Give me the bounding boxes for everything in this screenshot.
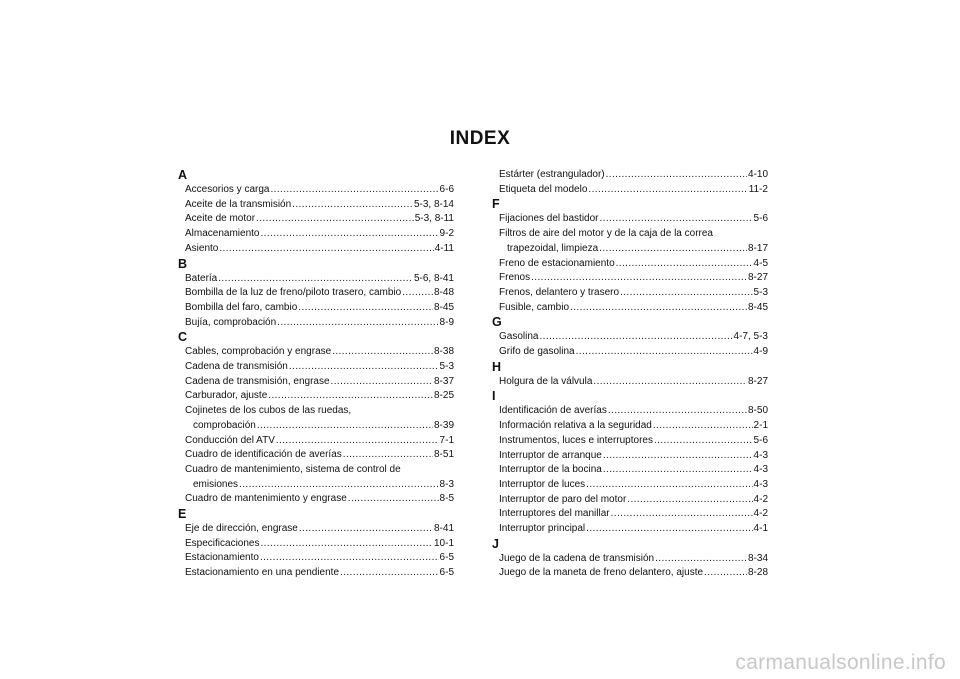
- entry-row: [185, 183, 454, 198]
- index-entry: [178, 463, 454, 492]
- entry-label: Frenos: [499, 272, 531, 284]
- entry-label: Almacenamiento: [185, 228, 260, 240]
- leader-dots: [268, 389, 433, 404]
- index-entry: [178, 389, 454, 404]
- index-entry: [178, 551, 454, 566]
- index-entry: [178, 360, 454, 375]
- leader-dots: [599, 242, 747, 257]
- entry-row: [185, 360, 454, 375]
- index-entry: [178, 183, 454, 198]
- index-entry: [178, 301, 454, 316]
- entry-page: 4-3: [753, 449, 768, 461]
- index-entry: [492, 330, 768, 345]
- entry-label: Identificación de averías: [499, 405, 607, 417]
- index-entry: [492, 212, 768, 227]
- entry-label: Cadena de transmisión, engrase: [185, 375, 330, 387]
- index-entry: [178, 286, 454, 301]
- entry-label: Interruptor de la bocina: [499, 464, 602, 476]
- section-letter: E: [178, 507, 187, 522]
- entry-label-continued: comprobación: [193, 419, 256, 431]
- leader-dots: [576, 345, 753, 360]
- entry-page: 8-51: [433, 449, 454, 461]
- entry-row: [499, 375, 768, 390]
- entry-page: 6-5: [439, 552, 454, 564]
- entry-row: [185, 286, 454, 301]
- index-entry: [178, 566, 454, 581]
- entry-row: [499, 463, 768, 478]
- entry-page: 8-17: [747, 242, 768, 254]
- entry-label: Bombilla del faro, cambio: [185, 301, 298, 313]
- entry-label-continued: emisiones: [193, 478, 239, 490]
- leader-dots: [653, 419, 753, 434]
- entry-label: Fijaciones del bastidor: [499, 213, 599, 225]
- entry-page: 2-1: [753, 420, 768, 432]
- index-entry: [492, 566, 768, 581]
- entry-page: 8-37: [433, 375, 454, 387]
- entry-page: 6-5: [439, 567, 454, 579]
- entry-row: [185, 566, 454, 581]
- index-entry: [178, 198, 454, 213]
- entry-row: [185, 478, 454, 493]
- leader-dots: [292, 198, 413, 213]
- index-entry: [178, 404, 454, 433]
- leader-dots: [608, 404, 747, 419]
- leader-dots: [260, 537, 433, 552]
- index-entry: [178, 316, 454, 331]
- entry-page: 4-2: [753, 508, 768, 520]
- entry-page: 8-48: [433, 287, 454, 299]
- section-letter: H: [492, 359, 502, 374]
- index-entry: [492, 493, 768, 508]
- index-entry: [178, 492, 454, 507]
- section-letter: G: [492, 315, 502, 330]
- entry-page: 5-3: [439, 361, 454, 373]
- leader-dots: [402, 286, 433, 301]
- entry-row: [185, 537, 454, 552]
- section-letter: I: [492, 389, 496, 404]
- leader-dots: [586, 478, 752, 493]
- leader-dots: [600, 212, 753, 227]
- entry-row: [499, 419, 768, 434]
- leader-dots: [620, 286, 752, 301]
- leader-dots: [627, 493, 752, 508]
- index-entry: [178, 537, 454, 552]
- index-entry: [178, 212, 454, 227]
- entry-row: [499, 286, 768, 301]
- entry-page: 8-41: [433, 523, 454, 535]
- entry-label: Accesorios y carga: [185, 184, 270, 195]
- entry-label: Etiqueta del modelo: [499, 183, 588, 195]
- entry-row: [499, 507, 768, 522]
- entry-page: 4-9: [753, 346, 768, 358]
- entry-page: 4-3: [753, 464, 768, 476]
- entry-row: [499, 552, 768, 567]
- entry-label-continued: trapezoidal, limpieza: [507, 242, 599, 254]
- entry-row: [185, 198, 454, 213]
- leader-dots: [257, 419, 433, 434]
- entry-row: [185, 316, 454, 331]
- entry-page: 5-6, 8-41: [413, 272, 454, 284]
- index-entry: [178, 434, 454, 449]
- entry-row: [499, 493, 768, 508]
- entry-row: [499, 404, 768, 419]
- entry-page: 4-5: [753, 257, 768, 269]
- entry-page: 5-6: [753, 213, 768, 225]
- index-entry: [492, 271, 768, 286]
- leader-dots: [603, 449, 753, 464]
- entry-row: [185, 301, 454, 316]
- leader-dots: [332, 345, 433, 360]
- entry-page: 4-1: [753, 523, 768, 535]
- index-column-right: [492, 168, 768, 581]
- entry-row: [499, 271, 768, 286]
- entry-row: [499, 168, 768, 183]
- entry-row: [499, 345, 768, 360]
- entry-row: [185, 389, 454, 404]
- entry-page: 9-2: [439, 228, 454, 240]
- index-entry: [178, 227, 454, 242]
- entry-label: Estacionamiento: [185, 552, 259, 564]
- entry-label: Cuadro de mantenimiento, sistema de control de: [185, 463, 401, 475]
- entry-page: 5-3, 8-14: [413, 198, 454, 210]
- entry-label: Cadena de transmisión: [185, 361, 288, 373]
- entry-page: 7-1: [439, 434, 454, 446]
- entry-label: Conducción del ATV: [185, 434, 275, 446]
- leader-dots: [611, 507, 753, 522]
- entry-label: Cuadro de mantenimiento y engrase: [185, 493, 347, 505]
- page-title: INDEX: [449, 128, 511, 149]
- entry-label: Gasolina: [499, 331, 539, 343]
- index-entry: [492, 345, 768, 360]
- leader-dots: [239, 478, 439, 493]
- section-letter: B: [178, 256, 188, 271]
- index-entry: [492, 301, 768, 316]
- index-entry: [492, 434, 768, 449]
- leader-dots: [655, 552, 747, 567]
- entry-label: Especificaciones: [185, 537, 260, 549]
- entry-row: [499, 449, 768, 464]
- entry-label: Cojinetes de los cubos de las ruedas,: [185, 405, 352, 417]
- entry-row: [185, 212, 454, 227]
- watermark: carmanualsonline.info: [735, 651, 946, 674]
- entry-page: 4-7, 5-3: [733, 331, 768, 343]
- entry-row: [185, 522, 454, 537]
- index-entry: [178, 448, 454, 463]
- entry-label: Bujía, comprobación: [185, 316, 277, 328]
- entry-page: 8-25: [433, 390, 454, 402]
- leader-dots: [299, 522, 433, 537]
- entry-label: Bombilla de la luz de freno/piloto trasero, cambio: [185, 287, 402, 299]
- entry-row: [185, 375, 454, 390]
- entry-row: [499, 212, 768, 227]
- entry-label: Frenos, delantero y trasero: [499, 286, 620, 298]
- leader-dots: [606, 168, 747, 183]
- leader-dots: [270, 183, 438, 198]
- entry-row: [185, 419, 454, 434]
- entry-page: 4-2: [753, 493, 768, 505]
- entry-page: 4-11: [434, 242, 454, 254]
- leader-dots: [704, 566, 747, 581]
- leader-dots: [654, 434, 753, 449]
- entry-page: 8-45: [747, 301, 768, 313]
- index-entry: [492, 552, 768, 567]
- index-entry: [178, 242, 454, 257]
- entry-row: [499, 242, 768, 257]
- entry-page: 11-2: [748, 183, 768, 195]
- leader-dots: [531, 271, 747, 286]
- entry-label: Información relativa a la seguridad: [499, 420, 652, 432]
- leader-dots: [256, 212, 414, 227]
- entry-row: [499, 434, 768, 449]
- index-entry: [492, 507, 768, 522]
- leader-dots: [343, 448, 433, 463]
- entry-row: [499, 330, 768, 345]
- index-entry: [492, 478, 768, 493]
- index-entry: [492, 227, 768, 256]
- leader-dots: [588, 183, 747, 198]
- leader-dots: [218, 272, 413, 287]
- entry-label: Asiento: [185, 242, 219, 254]
- index-entry: [492, 168, 768, 183]
- index-entry: [492, 404, 768, 419]
- entry-row: [499, 566, 768, 581]
- entry-row: [499, 257, 768, 272]
- entry-row: [499, 183, 768, 198]
- index-entry: [492, 286, 768, 301]
- entry-page: 8-28: [747, 567, 768, 579]
- leader-dots: [586, 522, 752, 537]
- leader-dots: [570, 301, 747, 316]
- entry-label: Juego de la cadena de transmisión: [499, 552, 655, 564]
- entry-page: 8-3: [439, 478, 454, 490]
- entry-label: Fusible, cambio: [499, 301, 570, 313]
- index-entry: [178, 345, 454, 360]
- leader-dots: [260, 227, 438, 242]
- entry-label: Freno de estacionamiento: [499, 257, 615, 269]
- index-entry: [492, 463, 768, 478]
- leader-dots: [539, 330, 732, 345]
- entry-row: [185, 272, 454, 287]
- entry-label: Cuadro de identificación de averías: [185, 449, 342, 461]
- entry-page: 5-3: [753, 286, 768, 298]
- index-entry: [492, 419, 768, 434]
- entry-label: Estárter (estrangulador): [499, 169, 605, 180]
- entry-row: [499, 478, 768, 493]
- leader-dots: [219, 242, 433, 257]
- entry-page: 5-3, 8-11: [414, 213, 454, 225]
- entry-label: Aceite de motor: [185, 213, 256, 225]
- index-entry: [492, 257, 768, 272]
- entry-page: 10-1: [433, 537, 454, 549]
- entry-row: [185, 345, 454, 360]
- leader-dots: [331, 375, 433, 390]
- entry-page: 8-27: [747, 375, 768, 387]
- entry-label: Grifo de gasolina: [499, 346, 575, 358]
- entry-page: 8-5: [439, 493, 454, 505]
- entry-label: Interruptores del manillar: [499, 508, 610, 520]
- index-entry: [492, 183, 768, 198]
- index-entry: [178, 272, 454, 287]
- entry-label: Interruptor de luces: [499, 478, 586, 490]
- leader-dots: [277, 316, 438, 331]
- entry-label: Interruptor de arranque: [499, 449, 602, 461]
- entry-label: Interruptor de paro del motor: [499, 493, 627, 505]
- section-letter: C: [178, 330, 188, 345]
- entry-label: Interruptor principal: [499, 523, 586, 535]
- leader-dots: [593, 375, 747, 390]
- entry-page: 6-6: [439, 184, 454, 195]
- entry-row: [185, 434, 454, 449]
- entry-label: Carburador, ajuste: [185, 390, 268, 402]
- leader-dots: [289, 360, 439, 375]
- leader-dots: [616, 257, 753, 272]
- leader-dots: [276, 434, 439, 449]
- entry-row: [499, 301, 768, 316]
- entry-page: 8-45: [433, 301, 454, 313]
- entry-label: Filtros de aire del motor y de la caja de la correa: [499, 228, 713, 240]
- entry-page: 8-27: [747, 272, 768, 284]
- section-letter: F: [492, 197, 500, 212]
- index-column-left: [178, 168, 454, 581]
- entry-page: 8-50: [747, 405, 768, 417]
- entry-page: 8-39: [433, 419, 454, 431]
- section-letter: A: [178, 168, 188, 182]
- entry-row: [185, 242, 454, 257]
- entry-page: 8-38: [433, 346, 454, 358]
- entry-label: Estacionamiento en una pendiente: [185, 567, 340, 579]
- index-entry: [492, 449, 768, 464]
- entry-label: Eje de dirección, engrase: [185, 523, 298, 535]
- entry-row: [185, 448, 454, 463]
- entry-row: [499, 522, 768, 537]
- index-entry: [492, 375, 768, 390]
- entry-page: 5-6: [753, 434, 768, 446]
- entry-row: [185, 551, 454, 566]
- entry-page: 8-9: [439, 316, 454, 328]
- index-entry: [492, 522, 768, 537]
- index-entry: [178, 375, 454, 390]
- entry-label: Aceite de la transmisión: [185, 198, 292, 210]
- entry-label: Juego de la maneta de freno delantero, ajuste: [499, 567, 704, 579]
- leader-dots: [260, 551, 439, 566]
- entry-row: [185, 492, 454, 507]
- entry-label: Batería: [185, 272, 218, 284]
- leader-dots: [340, 566, 439, 581]
- entry-row: [185, 227, 454, 242]
- entry-label: Holgura de la válvula: [499, 375, 593, 387]
- entry-page: 8-34: [747, 552, 768, 564]
- leader-dots: [603, 463, 753, 478]
- entry-label: Instrumentos, luces e interruptores: [499, 434, 653, 446]
- entry-page: 4-10: [747, 169, 768, 180]
- leader-dots: [298, 301, 433, 316]
- entry-label: Cables, comprobación y engrase: [185, 346, 332, 358]
- entry-page: 4-3: [753, 478, 768, 490]
- section-letter: J: [492, 536, 499, 551]
- index-entry: [178, 522, 454, 537]
- leader-dots: [348, 492, 439, 507]
